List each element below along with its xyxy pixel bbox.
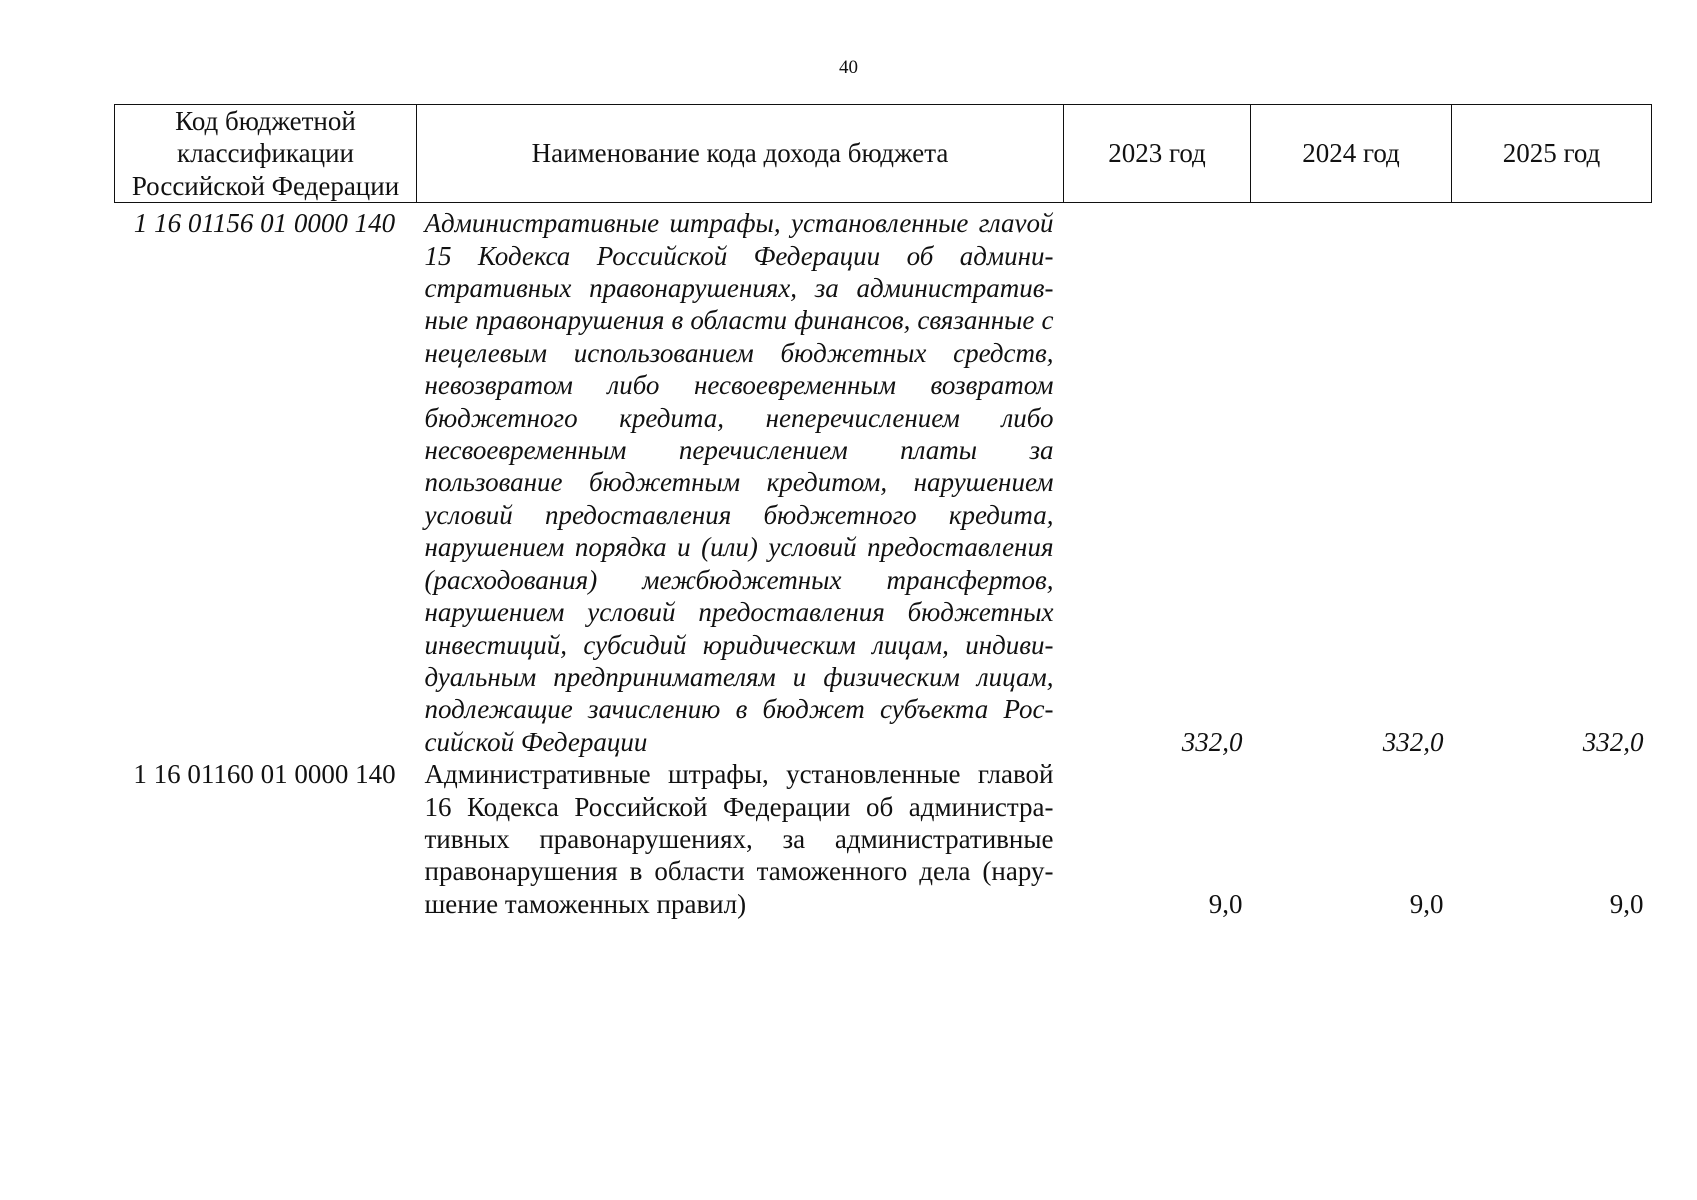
table-body xyxy=(115,203,1652,920)
budget-revenue-table xyxy=(114,104,1652,920)
table-row xyxy=(115,203,1652,758)
row-value-2024: 332,0 xyxy=(1382,726,1444,757)
row-code: 1 16 01160 01 0000 140 xyxy=(133,759,396,790)
header-year-2023: 2023 год xyxy=(1064,105,1251,203)
page-number: 40 xyxy=(839,57,858,78)
header-name: Наименование кода дохода бюджета xyxy=(417,105,1064,203)
table-row xyxy=(115,758,1652,920)
row-name: Административные штрафы, установленные главой 16 Кодекса Российской Федерации об административных правонарушениях, за административные правонарушения в области таможенного дела (нарушение таможенных правил) xyxy=(424,759,1054,919)
row-value-2025: 9,0 xyxy=(1609,888,1644,919)
header-row xyxy=(115,105,1652,203)
row-value-2024: 9,0 xyxy=(1409,888,1444,919)
row-value-2025: 332,0 xyxy=(1582,726,1644,757)
header-year-2025: 2025 год xyxy=(1452,105,1652,203)
header-code: Код бюджетной классификации Российской Федерации xyxy=(115,105,417,203)
row-name: Административные штрафы, установленные глаvой 15 Кодекса Российской Федерации об административных правонарушениях, за административные правонарушения в области финансов, связанные с нецелевым использованием бюджетных средств, невозвратом либо несвоевременным возвратом бюджетного кредита, неперечислением либо несвоевременным перечислением платы за пользование бюджетным кредитом, нарушением условий предоставления бюджетного кредита, нарушением порядка и (или) условий предоставления (расходования) межбюджетных трансфертов, нарушением условий предоставления бюджетных инвестиций, субсидий юридическим лицам, индивидуальным предпринимателям и физическим лицам, подлежащие зачислению в бюджет субъекта Российской Федерации xyxy=(424,208,1054,757)
row-code: 1 16 01156 01 0000 140 xyxy=(133,208,396,239)
table-header xyxy=(115,105,1652,203)
row-value-2023: 332,0 xyxy=(1181,726,1243,757)
row-value-2023: 9,0 xyxy=(1208,888,1243,919)
header-year-2024: 2024 год xyxy=(1251,105,1452,203)
